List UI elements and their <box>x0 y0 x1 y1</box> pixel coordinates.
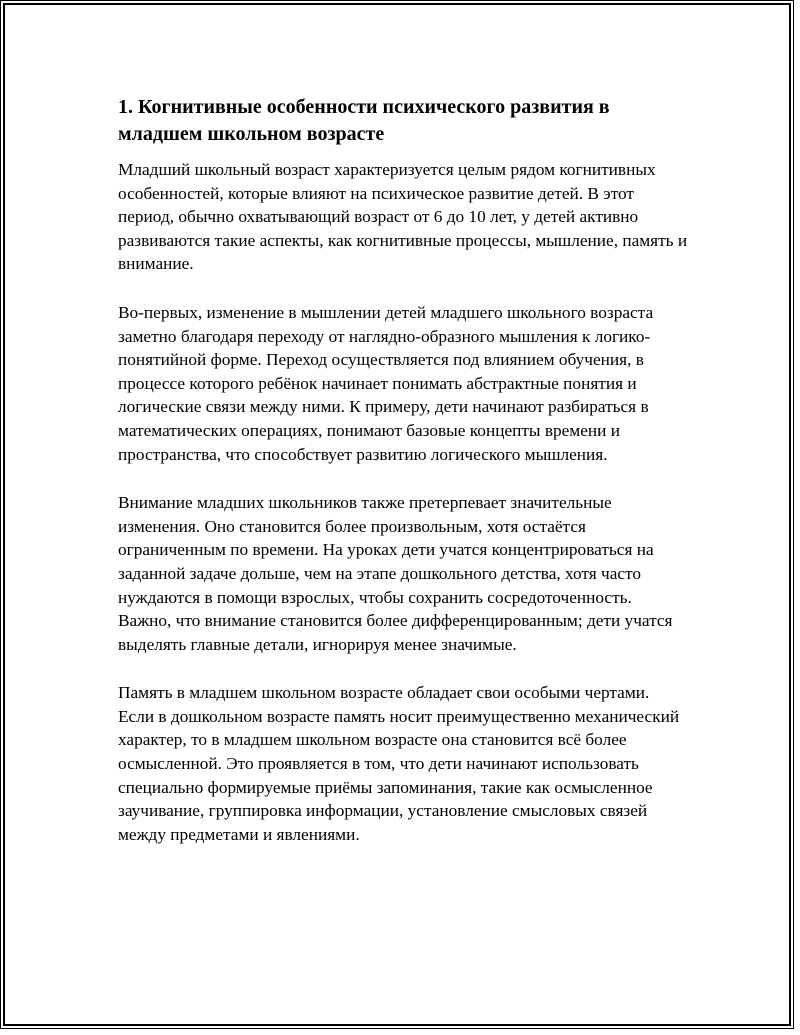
paragraph-attention: Внимание младших школьников также претерпевает значительные изменения. Оно становится более произвольным, хотя остаётся ограниченным по времени. На уроках дети учатся концентрироваться на заданной задаче дольше, чем на этапе дошкольного детства, хотя часто нуждаются в помощи взрослых, чтобы сохранить сосредоточенность. Важно, что внимание становится более дифференцированным; дети учатся выделять главные детали, игнорируя менее значимые. <box>118 493 673 654</box>
document-body <box>118 94 688 871</box>
paragraph-memory: Память в младшем школьном возрасте обладает свои особыми чертами. Если в дошкольном возрасте память носит преимущественно механический характер, то в младшем школьном возрасте она становится всё более осмысленной. Это проявляется в том, что дети начинают использовать специально формируемые приёмы запоминания, такие как осмысленное заучивание, группировка информации, установление смысловых связей между предметами и явлениями. <box>118 683 680 844</box>
paragraph-intro: Младший школьный возраст характеризуется целым рядом когнитивных особенностей, которые влияют на психическое развитие детей. В этот период, обычно охватывающий возраст от 6 до 10 лет, у детей активно развиваются такие аспекты, как когнитивные процессы, мышление, память и внимание. <box>118 160 688 274</box>
section-title: 1. Когнитивные особенности психического развития в младшем школьном возрасте <box>118 96 610 145</box>
paragraph-thinking: Во-первых, изменение в мышлении детей младшего школьного возраста заметно благодаря переходу от наглядно-образного мышления к логико-понятийной форме. Переход осуществляется под влиянием обучения, в процессе которого ребёнок начинает понимать абстрактные понятия и логические связи между ними. К примеру, дети начинают разбираться в математических операциях, понимают базовые концепты времени и пространства, что способствует развитию логического мышления. <box>118 302 654 464</box>
